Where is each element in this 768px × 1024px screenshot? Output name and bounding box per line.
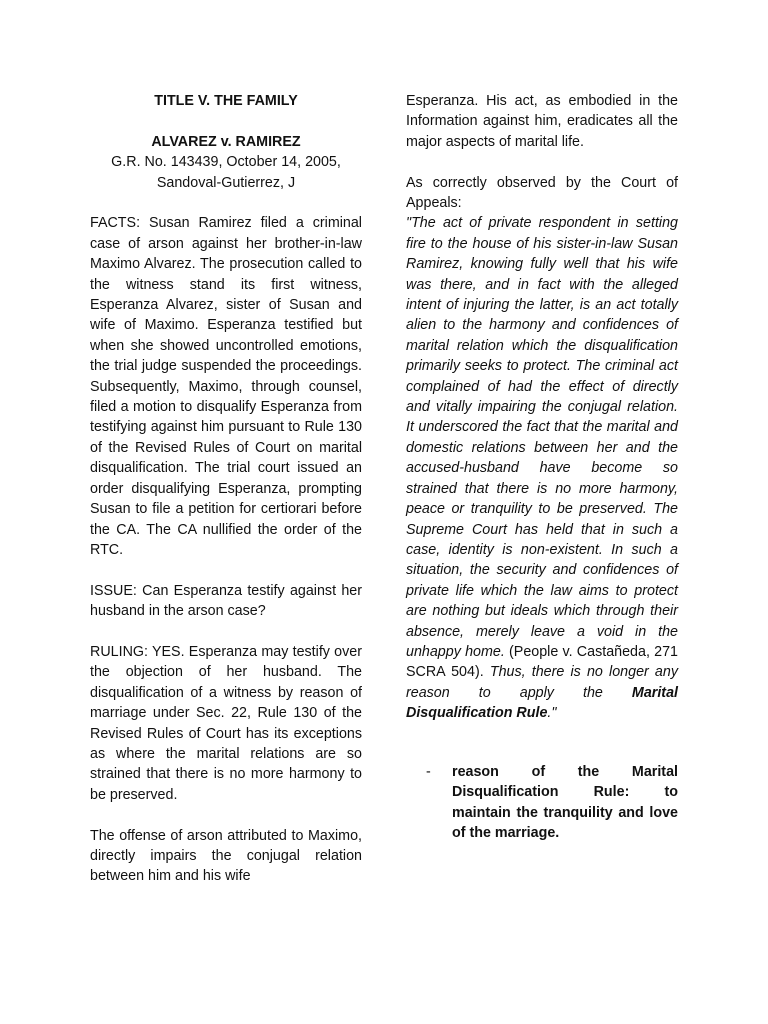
quote-close: .": [547, 705, 557, 722]
quote-citation: (People v. Castañeda, 271 SCRA 504).: [406, 643, 678, 681]
case-name: ALVAREZ v. RAMIREZ: [151, 133, 301, 150]
offense-paragraph-start: The offense of arson attributed to Maximo, directly impairs the conjugal relation between him and his wife: [90, 827, 362, 885]
offense-paragraph-end: Esperanza. His act, as embodied in the Information against him, eradicates all the major aspects of marital life.: [406, 93, 678, 150]
bullet-dash: -: [426, 763, 431, 780]
facts-paragraph: FACTS: Susan Ramirez filed a criminal case of arson against her brother-in-law Maximo Alvarez. The prosecution called to the witness stand its first witness, Esperanza Alvarez, sister of Susan and wife of Maximo. Esperanza testified but when she showed uncontrolled emotions, the trial judge suspended the proceedings. Subsequently, Maximo, through counsel, filed a motion to disqualify Esperanza from testifying against him pursuant to Rule 130 of the Revised Rules of Court on marital disqualification. The trial court issued an order disqualifying Esperanza, prompting Susan to file a petition for certiorari before the CA. The CA nullified the order of the RTC.: [90, 215, 362, 558]
court-of-appeals-quote: [406, 213, 678, 723]
left-column: [90, 91, 362, 887]
quote-part-1: "The act of private respondent in setting fire to the house of his sister-in-law Susan Ramirez, knowing fully well that his wife was there, and in fact with the alleged intent of injuring the latter, is an act totally alien to the harmony and confidences of marital relation which the disqualification primarily seeks to protect. The criminal act complained of had the effect of directly and vitally impairing the conjugal relation. It underscored the fact that the marital and domestic relations between her and the accused-husband have become so strained that there is no more harmony, peace or tranquility to be preserved. The Supreme Court has held that in such a case, identity is non-existent. In such a situation, the security and confidences of private life which the law aims to protect are nothing but ideals which through their absence, merely leave a void in the unhappy home.: [406, 215, 678, 660]
ruling-paragraph: RULING: YES. Esperanza may testify over the objection of her husband. The disqualification of a witness by reason of marriage under Sec. 22, Rule 130 of the Revised Rules of Court has its exceptions as where the marital relations are so strained that there is no more harmony to be preserved.: [90, 643, 362, 803]
issue-paragraph: ISSUE: Can Esperanza testify against her husband in the arson case?: [90, 582, 362, 620]
case-citation: G.R. No. 143439, October 14, 2005,: [111, 154, 341, 171]
quote-part-2: Thus, there is no longer any reason to apply the: [406, 664, 678, 701]
bullet-text: reason of the Marital Disqualification Rule: to maintain the tranquility and love of the marriage.: [452, 763, 678, 842]
quote-rule-name: Marital Disqualification Rule: [406, 684, 678, 722]
right-column: [406, 91, 678, 844]
document-title: TITLE V. THE FAMILY: [154, 93, 298, 109]
case-ponente: Sandoval-Gutierrez, J: [156, 174, 296, 191]
bullet-item-reason: [406, 762, 678, 844]
observed-intro: As correctly observed by the Court of Appeals:: [406, 174, 678, 212]
